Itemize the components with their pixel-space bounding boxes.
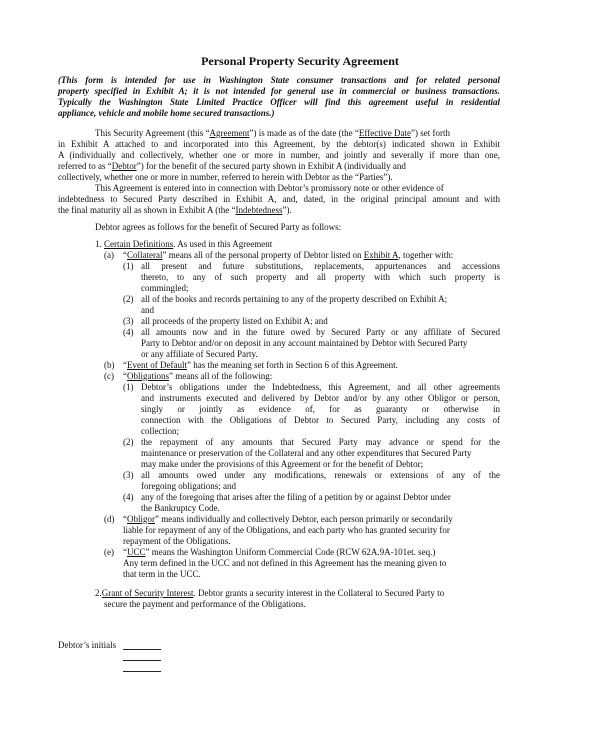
initials-blank[interactable]: [123, 671, 161, 672]
obligation-item-line: all amounts owed under any modifications, renewals or extensions of any of the: [141, 470, 500, 480]
obligation-item-line: any of the foregoing that arises after the filing of a petition by or against Debtor under: [141, 492, 451, 502]
item-label: (2): [123, 294, 134, 304]
item-label: (c): [104, 371, 114, 381]
item-label: (1): [123, 382, 134, 392]
def-ucc: “UCC” means the Washington Uniform Commercial Code (RCW 62A.9A-101et. seq.): [123, 547, 436, 557]
obligation-item-line: connection with the Obligations of Debtor to Secured Party, including any costs of: [141, 415, 500, 425]
def-ucc-line: Any term defined in the UCC and not defined in this Agreement has the meaning given to: [123, 558, 447, 568]
para1-line: A (individually and collectively, whether one or more in number, and jointly and severally if more than one,: [58, 150, 500, 160]
intro-line: Typically the Washington State Limited Practice Officer will find this agreement useful in residential: [58, 97, 500, 107]
obligation-item-line: Debtor’s obligations under the Indebtedness, this Agreement, and all other agreements: [141, 382, 500, 392]
obligation-item-line: the Bankruptcy Code.: [141, 503, 220, 513]
item-label: (b): [104, 360, 115, 370]
obligation-item-line: may make under the provisions of this Agreement or for the benefit of Debtor;: [141, 459, 424, 469]
para1-line: the final maturity all as shown in Exhibit A (the “Indebtedness”).: [58, 205, 292, 215]
initials-label: Debtor’s initials: [58, 640, 117, 650]
def-ucc-line: that term in the UCC.: [123, 569, 201, 579]
collateral-item-line: all amounts now and in the future owed by Secured Party or any affiliate of Secured: [141, 327, 500, 337]
para1-line: This Agreement is entered into in connection with Debtor’s promissory note or other evidence of: [95, 183, 444, 193]
def-collateral-line: “Collateral” means all of the personal property of Debtor listed on Exhibit A, together with:: [123, 250, 454, 260]
item-label: (2): [123, 437, 134, 447]
item-label: (a): [104, 250, 114, 260]
section2-line: secure the payment and performance of the Obligations.: [104, 599, 306, 609]
collateral-item-line: and: [141, 305, 154, 315]
page-title: Personal Property Security Agreement: [201, 54, 399, 68]
para1-line: in Exhibit A attached to and incorporated into this Agreement, by the debtor(s) indicated shown in Exhibit: [58, 139, 500, 149]
agrees-line: Debtor agrees as follows for the benefit of Secured Party as follows:: [95, 222, 342, 232]
section1-heading: 1. Certain Definitions. As used in this Agreement: [95, 239, 273, 249]
collateral-item-line: thereto, to any of such property and all property with which such property is: [141, 272, 500, 282]
item-label: (4): [123, 492, 134, 502]
item-label: (d): [104, 514, 115, 524]
para1-line: collectively, whether one or more in number, referred to herein with Debtor as the “Parties”).: [58, 172, 393, 182]
para1-line: indebtedness to Secured Party described in Exhibit A, and, dated, in the original principal amount and with: [58, 194, 500, 204]
def-obligor-line: liable for repayment of any of the Obligations, and each party who has granted security for: [123, 525, 450, 535]
collateral-item-line: Party to Debtor and/or on deposit in any account maintained by Debtor with Secured Party: [141, 338, 468, 348]
intro-line: property specified in Exhibit A; it is not intended for general use in commercial or business transactions.: [58, 86, 500, 96]
intro-line: (This form is intended for use in Washington State consumer transactions and for related personal: [58, 75, 500, 85]
def-obligations: “Obligations” means all of the following:: [123, 371, 273, 381]
initials-blank[interactable]: [123, 660, 161, 661]
def-event-of-default: “Event of Default” has the meaning set forth in Section 6 of this Agreement.: [123, 360, 398, 370]
intro-line: appliance, vehicle and mobile home secured transactions.): [58, 108, 275, 118]
item-label: (3): [123, 470, 134, 480]
obligation-item-line: singly or jointly as evidence of, for as guaranty or otherwise in: [141, 404, 500, 414]
para1-line: referred to as “Debtor”) for the benefit of the secured party shown in Exhibit A (individually and: [58, 161, 406, 171]
section2-heading: 2.Grant of Security Interest. Debtor grants a security interest in the Collateral to Secured Party to: [95, 588, 445, 598]
obligation-item-line: foregoing obligations; and: [141, 481, 236, 491]
para1-line: This Security Agreement (this “Agreement”) is made as of the date (the “Effective Date”) set forth: [95, 128, 450, 138]
def-obligor-line: repayment of the Obligations.: [123, 536, 231, 546]
item-label: (e): [104, 547, 114, 557]
obligation-item-line: maintenance or preservation of the Collateral and any other expenditures that Secured Party: [141, 448, 472, 458]
collateral-item-line: all present and future substitutions, replacements, appurtenances and accessions: [141, 261, 500, 271]
collateral-item-line: all proceeds of the property listed on Exhibit A; and: [141, 316, 328, 326]
def-obligor: “Obligor” means individually and collectively Debtor, each person primarily or secondarily: [123, 514, 453, 524]
collateral-item-line: all of the books and records pertaining to any of the property described on Exhibit A;: [141, 294, 448, 304]
initials-blank[interactable]: [123, 649, 161, 650]
item-label: (1): [123, 261, 134, 271]
collateral-item-line: commingled;: [141, 283, 189, 293]
collateral-item-line: or any affiliate of Secured Party.: [141, 349, 258, 359]
item-label: (3): [123, 316, 134, 326]
obligation-item-line: and instruments executed and delivered by Debtor and/or by any other Obligor or person,: [141, 393, 500, 403]
obligation-item-line: collection;: [141, 426, 179, 436]
item-label: (4): [123, 327, 134, 337]
obligation-item-line: the repayment of any amounts that Secured Party may advance or spend for the: [141, 437, 500, 447]
